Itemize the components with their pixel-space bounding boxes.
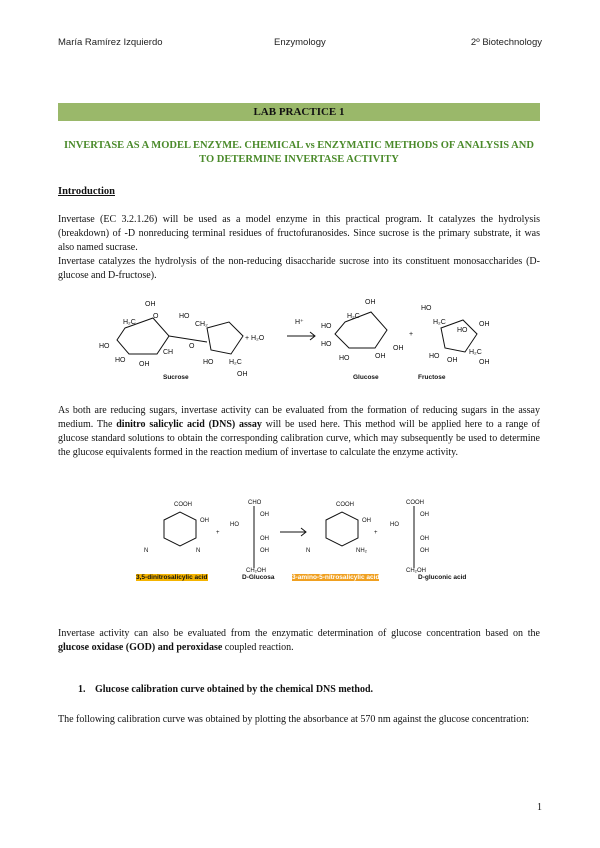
f2-ho-1: HO	[230, 522, 239, 528]
f1-ch: CH	[163, 349, 174, 356]
f1-ho-8: HO	[421, 305, 432, 312]
f2-ch2oh-1: CH₂OH	[246, 568, 266, 574]
f1-ho-5: HO	[321, 323, 332, 330]
f1-oh-7: OH	[479, 321, 490, 328]
header-course: 2º Biotechnology	[470, 37, 542, 48]
f1-oh-8: OH	[447, 357, 458, 364]
section-1-text: The following calibration curve was obtained by plotting the absorbance at 570 nm against the glucose concentration:	[58, 714, 529, 725]
f1-o-2: O	[189, 343, 195, 350]
page-subtitle: INVERTASE AS A MODEL ENZYME. CHEMICAL vs ENZYMATIC METHODS OF ANALYSIS AND TO DETERMINE INVERTASE ACTIVITY	[64, 140, 534, 165]
f2-ho-2: HO	[390, 522, 399, 528]
f1-ho-4: HO	[203, 359, 214, 366]
f2-cho: CHO	[248, 500, 262, 506]
f1-catalyst: H⁺	[295, 319, 304, 326]
f1-h2c-5: H₂C	[469, 349, 482, 356]
page-number: 1	[537, 802, 542, 813]
intro-paragraph-2: Invertase catalyzes the hydrolysis of the non-reducing disaccharide sucrose into its constituent monosaccharides (D-glucose and D-fructose).	[58, 256, 540, 281]
f2-oh-8: OH	[420, 548, 429, 554]
f1-h2c-4: H₂C	[433, 319, 446, 326]
f2-oh-2: OH	[260, 512, 269, 518]
sucrose-caption: Sucrose	[163, 374, 189, 381]
f2-oh-1: OH	[200, 518, 209, 524]
f2-n-3: N	[306, 548, 311, 554]
f1-h2c-3: H₂C	[347, 313, 360, 320]
f1-o-1: O	[153, 313, 159, 320]
fructose-caption: Fructose	[418, 374, 446, 381]
f1-ho-2: HO	[115, 357, 126, 364]
f1-ho-7: HO	[339, 355, 350, 362]
f2-oh-6: OH	[420, 512, 429, 518]
dns-assay-term: dinitro salicylic acid (DNS) assay	[116, 419, 262, 430]
dns-paragraph-text-2: will be used here. This method will be applied here to a range of glucose standard solutions to obtain the corresponding calibration curve, which may subsequently be used to determine the glucose equivalents formed in the reaction medium of invertase to calculate the enzyme activity.	[58, 419, 541, 458]
f1-oh-6: OH	[393, 345, 404, 352]
f1-oh-5: OH	[375, 353, 386, 360]
f1-water: + H₂O	[245, 335, 265, 342]
f2-n-2: N	[196, 548, 201, 554]
dns-caption	[136, 574, 208, 581]
intro-paragraph-1: Invertase (EC 3.2.1.26) will be used as a model enzyme in this practical program. It catalyzes the hydrolysis (breakdown) of -D nonreducing terminal residues of fructofuranosides. Since sucrose is the primary substrate, it was also named sucrase.	[58, 214, 540, 253]
page-title: LAB PRACTICE 1	[58, 103, 540, 121]
f1-ho-10: HO	[429, 353, 440, 360]
f1-oh-9: OH	[479, 359, 490, 366]
dns-caption-text: 3,5-dinitrosalicylic acid	[136, 574, 208, 581]
f1-oh-3: OH	[237, 371, 248, 378]
f1-h2c-1: H₂C	[123, 319, 136, 326]
f2-oh-3: OH	[260, 536, 269, 542]
f2-nh2: NH₂	[356, 548, 367, 554]
product-caption-text: 3-amino-5-nitrosalicylic acid	[292, 574, 380, 581]
f2-oh-5: OH	[362, 518, 371, 524]
intro-heading: Introduction	[58, 186, 115, 197]
f1-oh-4: OH	[365, 299, 376, 306]
f1-oh-1: OH	[145, 301, 156, 308]
f2-plus-1: +	[216, 530, 220, 536]
god-paragraph-text-1: Invertase activity can also be evaluated from the enzymatic determination of glucose concentration based on the	[58, 628, 540, 639]
gluconic-caption: D-gluconic acid	[418, 574, 467, 581]
f1-ch2: CH₂	[195, 321, 208, 328]
dns-paragraph	[58, 404, 540, 460]
f2-oh-4: OH	[260, 548, 269, 554]
header-author: María Ramírez Izquierdo	[58, 37, 163, 48]
dns-reaction-figure	[130, 496, 470, 574]
f2-cooh-1: COOH	[174, 502, 192, 508]
f1-oh-2: OH	[139, 361, 150, 368]
glucose-caption: Glucose	[353, 374, 379, 381]
god-term: glucose oxidase (GOD) and peroxidase	[58, 642, 223, 653]
f2-ch2oh-2: CH₂OH	[406, 568, 426, 574]
f2-cooh-2: COOH	[336, 502, 354, 508]
f2-cooh-3: COOH	[406, 500, 424, 506]
header-subject: Enzymology	[274, 37, 326, 48]
f2-oh-7: OH	[420, 536, 429, 542]
f1-plus: +	[409, 331, 414, 338]
f1-ho-6: HO	[321, 341, 332, 348]
dns-paragraph-text-1: As both are reducing sugars, invertase activity can be evaluated from the formation of reducing sugars in the assay medium. The	[58, 405, 540, 430]
god-paragraph-text-2: coupled reaction.	[222, 642, 294, 653]
product-caption	[292, 574, 379, 581]
f2-n-1: N	[144, 548, 149, 554]
section-1-number: 1.	[78, 684, 86, 695]
section-1-heading: Glucose calibration curve obtained by the chemical DNS method.	[95, 684, 374, 695]
f1-ho-3: HO	[179, 313, 190, 320]
f2-plus-2: +	[374, 530, 378, 536]
god-paragraph	[58, 627, 540, 655]
glucosa-caption: D-Glucosa	[242, 574, 275, 581]
f1-ho-9: HO	[457, 327, 468, 334]
f1-h2c-2: H₂C	[229, 359, 242, 366]
f1-ho-1: HO	[99, 343, 110, 350]
